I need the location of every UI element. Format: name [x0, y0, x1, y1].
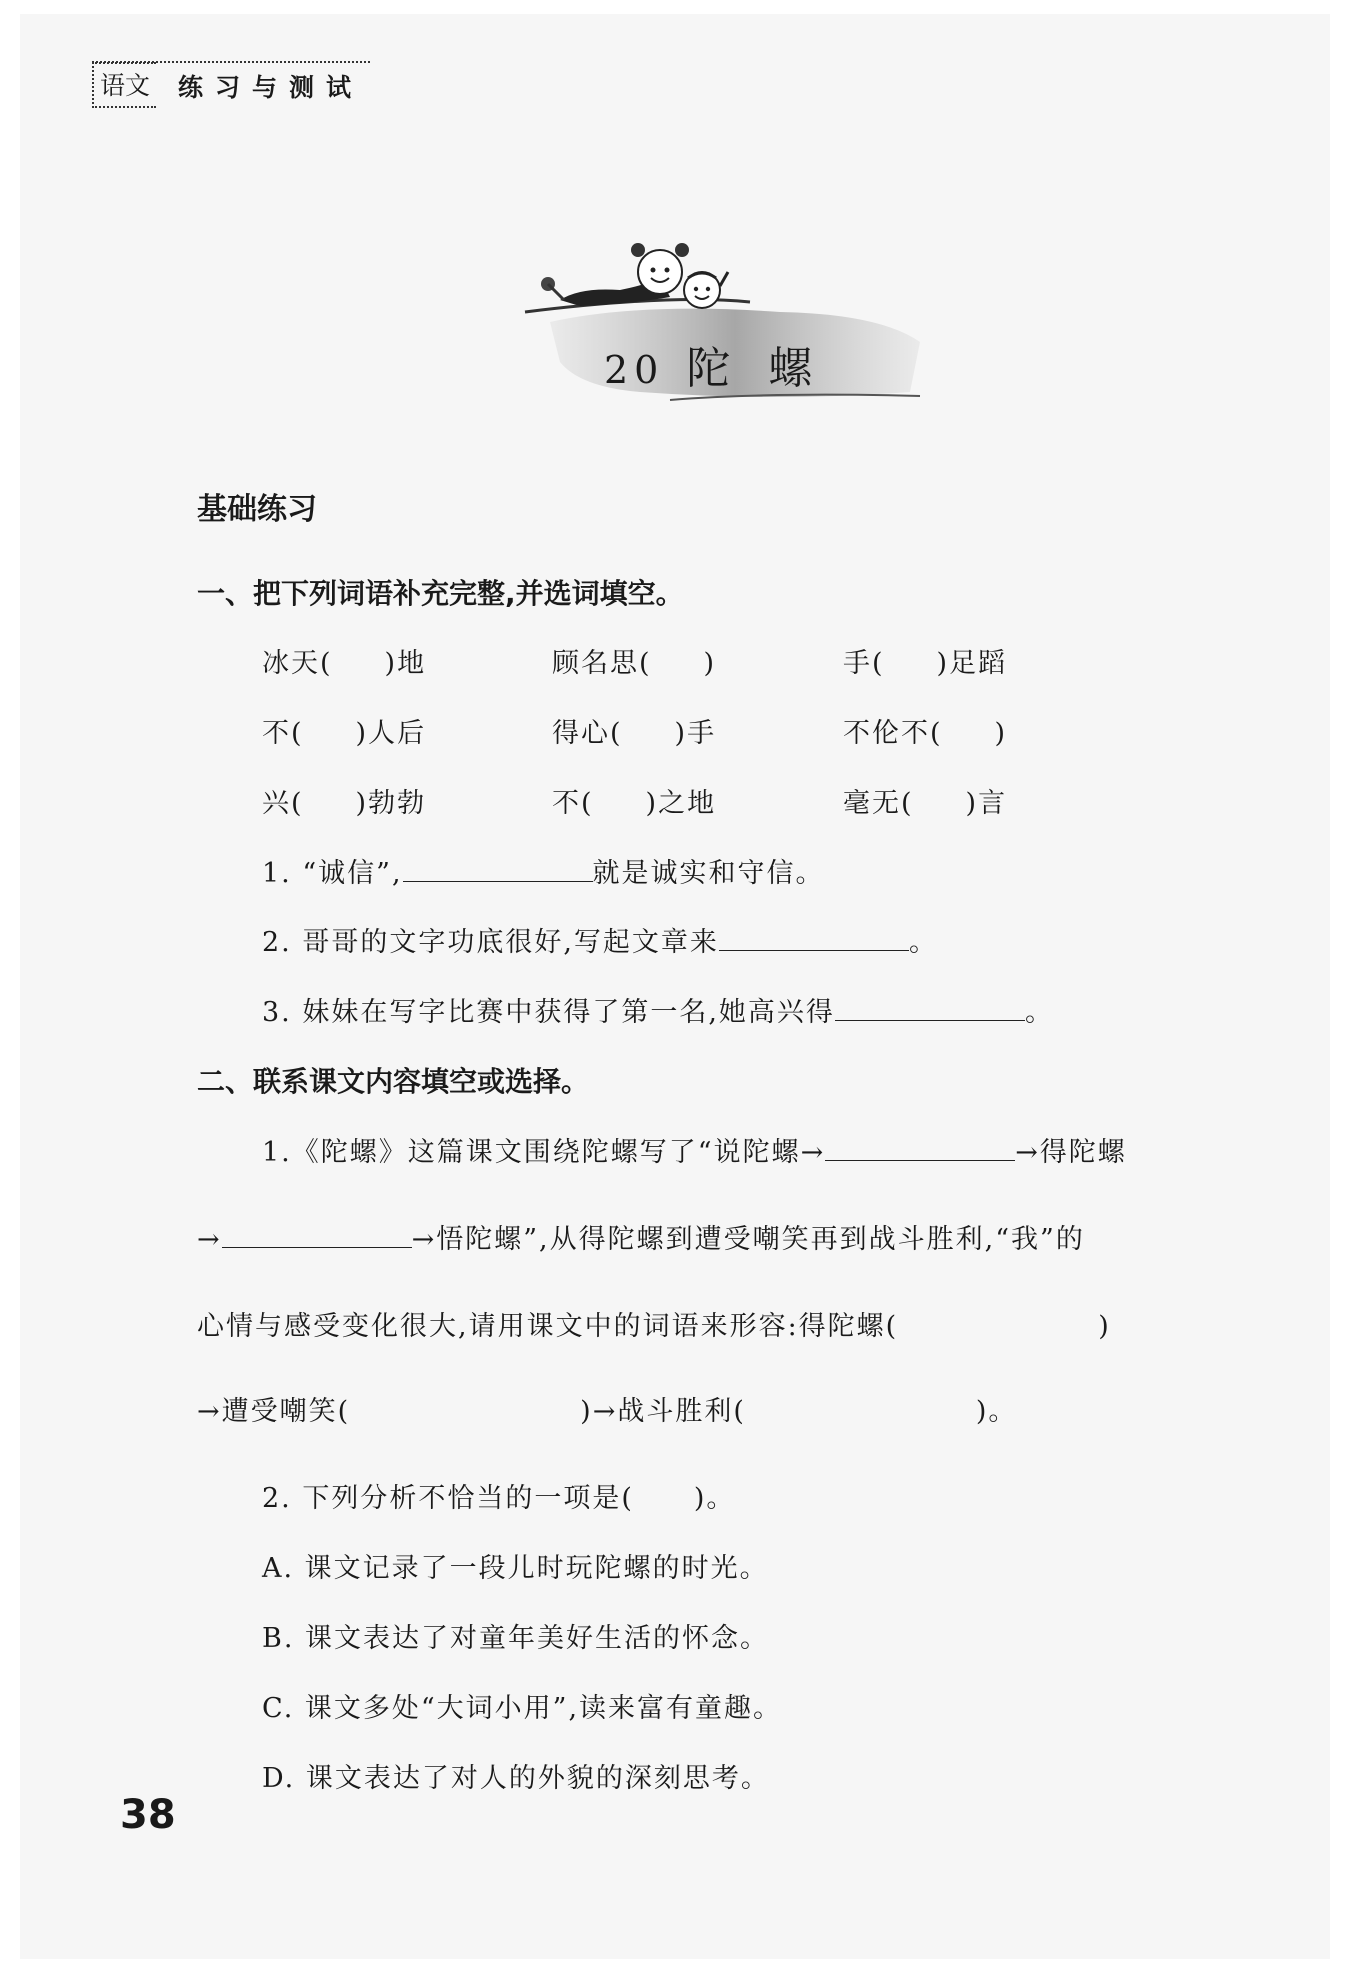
idiom-7: 兴( )勃勃: [262, 788, 427, 819]
idiom-6: 不伦不( ): [843, 718, 1008, 749]
q2-part2-stem: 2. 下列分析不恰当的一项是( )。: [262, 1483, 736, 1514]
idiom-9: 毫无( )言: [843, 788, 1008, 819]
answer-blank[interactable]: [222, 1221, 412, 1248]
q2-part1-line3: 心情与感受变化很大,请用课文中的词语来形容:得陀螺( ): [197, 1311, 1111, 1342]
option-c: C. 课文多处“大词小用”,读来富有童趣。: [262, 1693, 783, 1724]
option-a: A. 课文记录了一段儿时玩陀螺的时光。: [262, 1553, 769, 1584]
idiom-3: 手( )足蹈: [843, 648, 1008, 679]
page-header: [92, 62, 363, 108]
q2-part1-line4: →遭受嘲笑( )→战斗胜利( )。: [197, 1396, 1018, 1427]
fill-sentence-3: 3. 妹妹在写字比赛中获得了第一名,她高兴得 。: [262, 990, 1054, 1029]
fill-sentence-1: 1. “诚信”, 就是诚实和守信。: [262, 851, 825, 890]
answer-blank[interactable]: [835, 994, 1025, 1021]
workbook-page: [20, 14, 1330, 1959]
idiom-5: 得心( )手: [552, 718, 717, 749]
lesson-title: [604, 332, 850, 396]
q2-part1-line1: 1.《陀螺》这篇课文围绕陀螺写了“说陀螺→ →得陀螺: [262, 1130, 1127, 1169]
lesson-banner: [520, 242, 940, 422]
header-subject: 语文: [92, 62, 156, 108]
answer-blank[interactable]: [403, 855, 593, 882]
idiom-2: 顾名思( ): [552, 648, 717, 679]
idiom-1: 冰天( )地: [262, 648, 427, 679]
option-d: D. 课文表达了对人的外貌的深刻思考。: [262, 1763, 770, 1794]
answer-blank[interactable]: [825, 1134, 1015, 1161]
header-book-title: 练习与测试: [178, 73, 364, 102]
page-number: 38: [120, 1792, 176, 1838]
lesson-name: 陀螺: [686, 343, 851, 394]
idiom-8: 不( )之地: [552, 788, 717, 819]
question-2-title: 二、联系课文内容填空或选择。: [197, 1065, 590, 1098]
fill-sentence-2: 2. 哥哥的文字功底很好,写起文章来 。: [262, 920, 938, 959]
question-1-title: 一、把下列词语补充完整,并选词填空。: [197, 577, 684, 610]
option-b: B. 课文表达了对童年美好生活的怀念。: [262, 1623, 770, 1654]
section-title: 基础练习: [197, 492, 317, 527]
lesson-number: 20: [604, 348, 665, 392]
answer-blank[interactable]: [719, 924, 909, 951]
q2-part1-line2: → →悟陀螺”,从得陀螺到遭受嘲笑再到战斗胜利,“我”的: [197, 1217, 1085, 1256]
idiom-4: 不( )人后: [262, 718, 427, 749]
